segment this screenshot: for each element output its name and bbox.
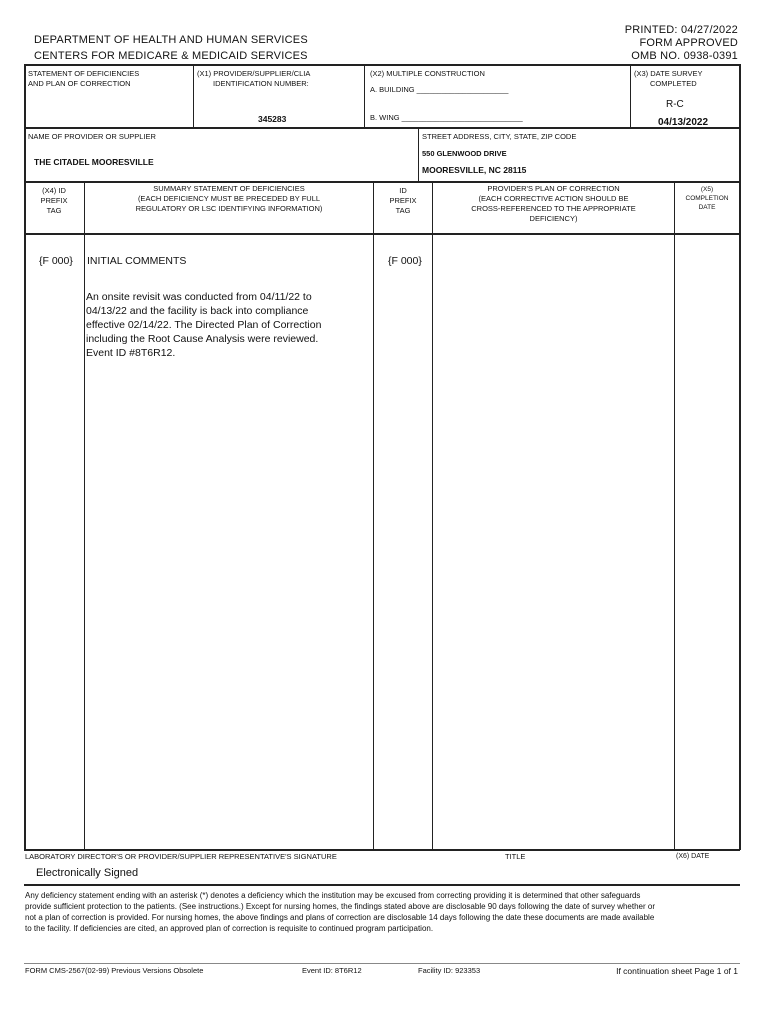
agency-line-2: CENTERS FOR MEDICARE & MEDICAID SERVICES [34,50,308,62]
page-continuation: If continuation sheet Page 1 of 1 [616,966,738,976]
plan-header-4: DEFICIENCY) [529,214,578,223]
plan-header-1: PROVIDER'S PLAN OF CORRECTION [487,184,620,193]
x3-separator [630,64,631,127]
col-sep-1 [84,182,85,850]
statement-label-1: STATEMENT OF DEFICIENCIES [28,69,140,78]
x4-header-3: TAG [46,206,62,215]
id-header-3: TAG [395,206,411,215]
x5-header-1: (X5) [700,186,714,193]
top-box-bottom-line [24,127,740,129]
electronic-signature: Electronically Signed [36,867,139,879]
column-header-bottom-line [24,233,740,235]
survey-date: 04/13/2022 [658,117,709,128]
col-sep-2 [373,182,374,850]
plan-header-3: CROSS-REFERENCED TO THE APPROPRIATE [471,204,636,213]
x2-separator [364,64,365,127]
provider-name: THE CITADEL MOORESVILLE [34,157,154,167]
event-id: Event ID: 8T6R12 [302,966,362,975]
provider-row-bottom-line [24,181,740,183]
frame-top-line [24,64,740,66]
summary-header-3: REGULATORY OR LSC IDENTIFYING INFORMATION) [135,204,323,213]
provider-id-number: 345283 [258,114,287,124]
x3-label-1: (X3) DATE SURVEY [634,69,703,78]
omb-number: OMB NO. 0938-0391 [631,50,738,62]
x4-header-2: PREFIX [40,196,68,205]
signature-bottom-line [24,884,740,886]
id-header-1: ID [399,186,407,195]
col-sep-3 [432,182,433,850]
address-separator [418,128,419,181]
survey-code: R-C [666,99,684,110]
statement-label-2: AND PLAN OF CORRECTION [28,79,131,88]
form-approved: FORM APPROVED [639,37,738,49]
disclaimer-text: Any deficiency statement ending with an asterisk (*) denotes a deficiency which the institution may be excused from correcting providing it is determined that other safeguards provide sufficient protection to the patients. (See instructions.) Except for nursing homes, the findings stated above are disclosable 90 days following the date of survey whether or not a plan of correction is provided. For nursing homes, the above findings and plans of correction are disclosable 14 days following the date these documents are made available to the facility. If deficiencies are cited, an approved plan of correction is requisite to continued program participation. [25,891,655,933]
x5-header-3: DATE [698,204,716,211]
street-address: 550 GLENWOOD DRIVE [422,149,507,158]
printed-date: PRINTED: 04/27/2022 [624,24,738,36]
x1-label-1: (X1) PROVIDER/SUPPLIER/CLIA [197,69,311,78]
left-tag: {F 000} [39,255,73,267]
x2-label: (X2) MULTIPLE CONSTRUCTION [370,69,485,78]
title-label: TITLE [505,852,526,861]
entry-title: INITIAL COMMENTS [87,255,187,267]
col-sep-4 [674,182,675,850]
summary-header-1: SUMMARY STATEMENT OF DEFICIENCIES [153,184,305,193]
right-tag: {F 000} [388,255,422,267]
x3-label-2: COMPLETED [650,79,697,88]
facility-id: Facility ID: 923353 [418,966,481,975]
initial-comments-text: An onsite revisit was conducted from 04/11/22 to 04/13/22 and the facility is back into compliance effective 02/14/22. The Directed Plan of Correction including the Root Cause Analysis were reviewed. Event ID #8T6R12. [86,291,322,359]
signature-top-line [24,849,740,851]
x1-separator [193,64,194,127]
summary-header-2: (EACH DEFICIENCY MUST BE PRECEDED BY FULL [137,194,321,203]
provider-name-label: NAME OF PROVIDER OR SUPPLIER [28,132,156,141]
x1-label-2: IDENTIFICATION NUMBER: [213,79,309,88]
form-number: FORM CMS-2567(02-99) Previous Versions Obsolete [25,966,204,975]
wing-label: B. WING _____________________________ [370,113,523,122]
footer-line [24,963,740,964]
x5-header-2: COMPLETION [685,195,729,202]
plan-header-2: (EACH CORRECTIVE ACTION SHOULD BE [478,194,629,203]
building-label: A. BUILDING ______________________ [370,85,509,94]
address-label: STREET ADDRESS, CITY, STATE, ZIP CODE [422,132,577,141]
signature-label: LABORATORY DIRECTOR'S OR PROVIDER/SUPPLIER REPRESENTATIVE'S SIGNATURE [25,852,337,861]
date-label: (X6) DATE [676,853,710,860]
agency-line-1: DEPARTMENT OF HEALTH AND HUMAN SERVICES [34,34,308,46]
x4-header-1: (X4) ID [42,186,66,195]
id-header-2: PREFIX [389,196,417,205]
city-state-zip: MOORESVILLE, NC 28115 [422,165,527,175]
